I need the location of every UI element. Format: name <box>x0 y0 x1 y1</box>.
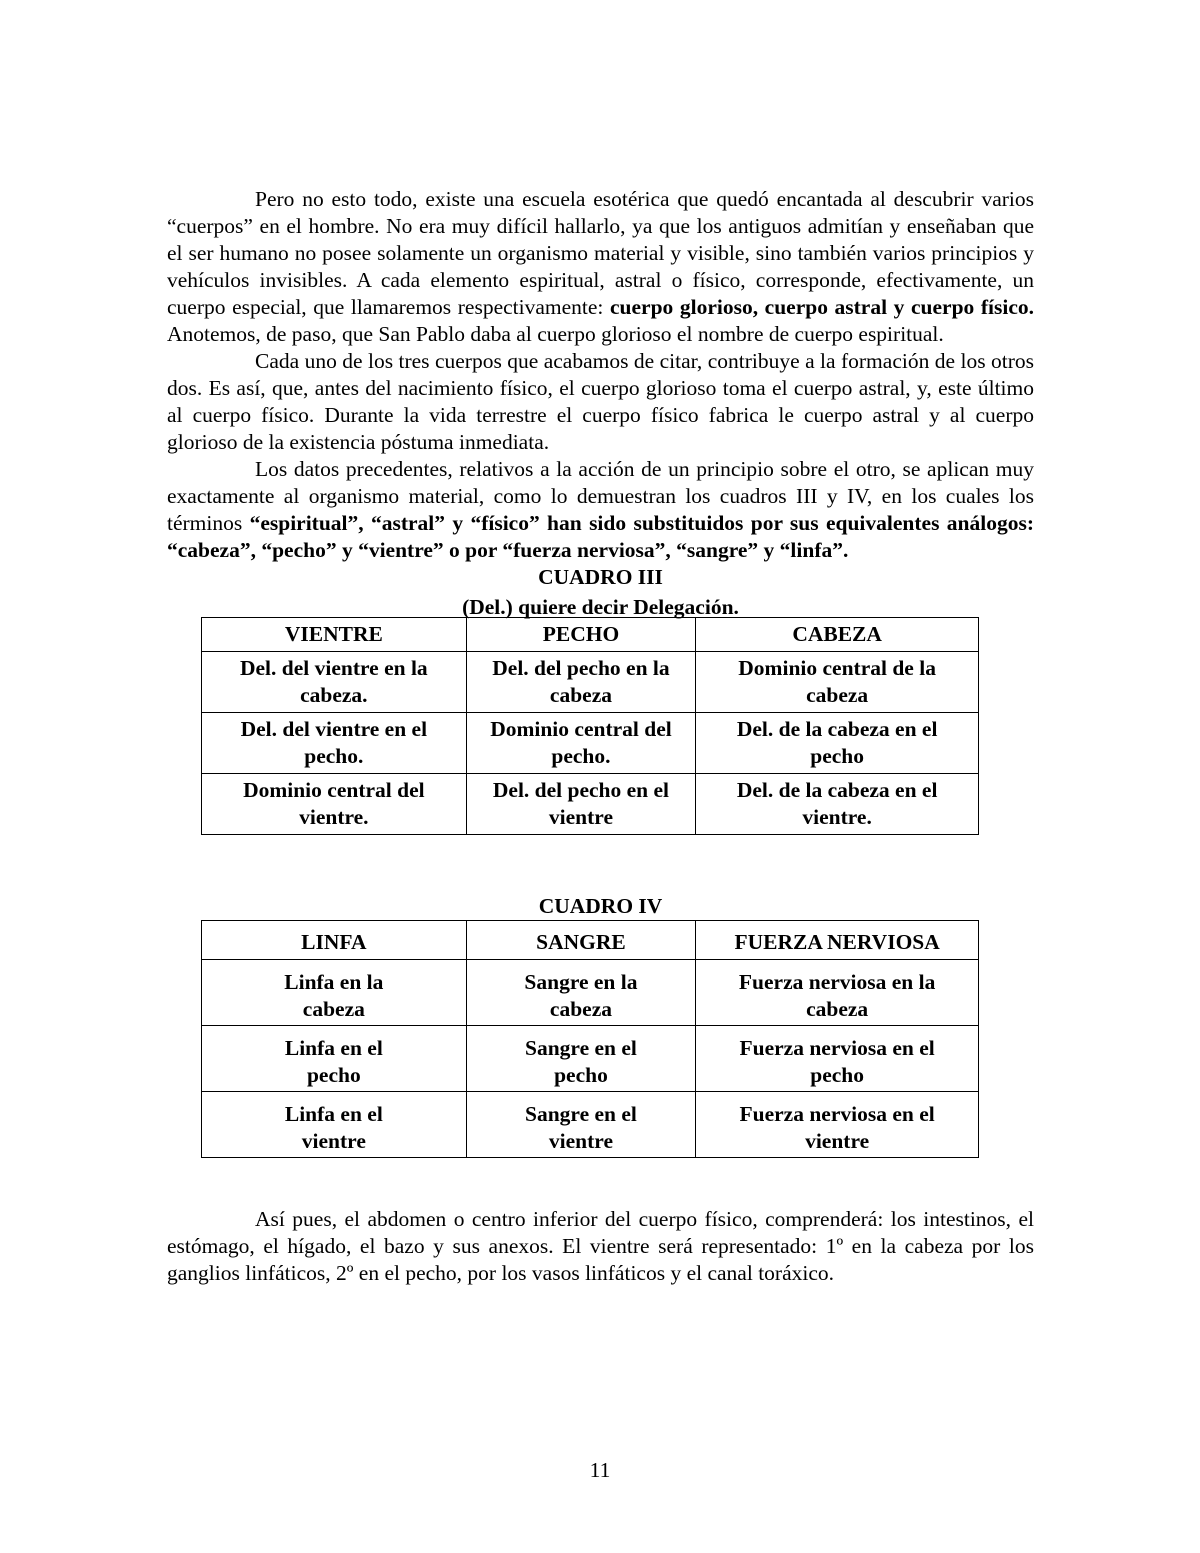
paragraph-datos-bold: “espiritual”, “astral” y “físico” han sido substituidos por sus equivalentes análogos: “cabeza”, “pecho” y “vientre” o por “fuerza nerviosa”, “sangre” y “linfa”. <box>167 511 1034 562</box>
table-cell: Del. de la cabeza en el vientre. <box>696 774 979 835</box>
table-row <box>202 960 979 1026</box>
table-row <box>202 774 979 835</box>
table-cell: Linfa en el pecho <box>202 1026 467 1092</box>
page-number: 11 <box>589 1458 611 1482</box>
paragraph-cuerpos-bold: cuerpo glorioso, cuerpo astral y cuerpo físico. <box>609 295 1034 319</box>
cuadro4-title: CUADRO IV <box>538 894 663 918</box>
paragraph-datos <box>167 456 1034 564</box>
table-cell: Linfa en el vientre <box>202 1092 467 1158</box>
cuadro4-header-linfa: LINFA <box>202 921 467 960</box>
table-row <box>202 713 979 774</box>
cuadro4-table <box>201 920 979 1158</box>
table-cell: Del. del pecho en la cabeza <box>466 652 696 713</box>
table-cell: Fuerza nerviosa en el vientre <box>696 1092 979 1158</box>
paragraph-abdomen: Así pues, el abdomen o centro inferior del cuerpo físico, comprenderá: los intestinos, el estómago, el hígado, el bazo y sus anexos. El vientre será representado: 1º en la cabeza por los ganglios linfáticos, 2º en el pecho, por los vasos linfáticos y el canal toráxico. <box>167 1207 1034 1285</box>
table-cell: Del. del vientre en la cabeza. <box>202 652 467 713</box>
cuadro4-header-sangre: SANGRE <box>466 921 696 960</box>
table-cell: Sangre en el vientre <box>466 1092 696 1158</box>
table-cell: Fuerza nerviosa en el pecho <box>696 1026 979 1092</box>
cuadro4-header-fuerza: FUERZA NERVIOSA <box>696 921 979 960</box>
table-cell: Sangre en el pecho <box>466 1026 696 1092</box>
paragraph-datos-text: Los datos precedentes, relativos a la acción de un principio sobre el otro, se aplican muy exactamente al organismo material, como lo demuestran los cuadros III y IV, en los cuales los términos <box>167 457 1034 535</box>
table-cell: Del. del pecho en el vientre <box>466 774 696 835</box>
table-row <box>202 1092 979 1158</box>
page-body <box>167 186 1034 1287</box>
paragraph-cuerpos-text: Pero no esto todo, existe una escuela esotérica que quedó encantada al descubrir varios “cuerpos” en el hombre. No era muy difícil hallarlo, ya que los antiguos admitían y enseñaban que el ser humano no posee solamente un organismo material y visible, sino también varios principios y vehículos invisibles. A cada elemento espiritual, astral o físico, corresponde, efectivamente, un cuerpo especial, que llamaremos respectivamente: <box>167 187 1034 319</box>
table-cell: Fuerza nerviosa en la cabeza <box>696 960 979 1026</box>
cuadro3-subtitle: (Del.) quiere decir Delegación. <box>462 595 739 619</box>
table-cell: Dominio central del vientre. <box>202 774 467 835</box>
cuadro3-header-cabeza: CABEZA <box>696 618 979 652</box>
cuadro3-header-vientre: VIENTRE <box>202 618 467 652</box>
paragraph-cuerpos <box>167 186 1034 348</box>
table-row <box>202 1026 979 1092</box>
paragraph-cuerpos-tail: Anotemos, de paso, que San Pablo daba al cuerpo glorioso el nombre de cuerpo espiritual. <box>167 322 944 346</box>
table-cell: Del. del vientre en el pecho. <box>202 713 467 774</box>
cuadro3-header-pecho: PECHO <box>466 618 696 652</box>
table-cell: Linfa en la cabeza <box>202 960 467 1026</box>
cuadro4-header-row <box>202 921 979 960</box>
cuadro3-table <box>201 617 979 835</box>
cuadro3-title: CUADRO III <box>538 565 663 589</box>
table-cell: Dominio central de la cabeza <box>696 652 979 713</box>
paragraph-formacion: Cada uno de los tres cuerpos que acabamos de citar, contribuye a la formación de los otros dos. Es así, que, antes del nacimiento físico, el cuerpo glorioso toma el cuerpo astral, y, este último al cuerpo físico. Durante la vida terrestre el cuerpo físico fabrica le cuerpo astral y al cuerpo glorioso de la existencia póstuma inmediata. <box>167 349 1034 454</box>
table-cell: Sangre en la cabeza <box>466 960 696 1026</box>
cuadro3-header-row <box>202 618 979 652</box>
table-cell: Del. de la cabeza en el pecho <box>696 713 979 774</box>
table-cell: Dominio central del pecho. <box>466 713 696 774</box>
table-row <box>202 652 979 713</box>
